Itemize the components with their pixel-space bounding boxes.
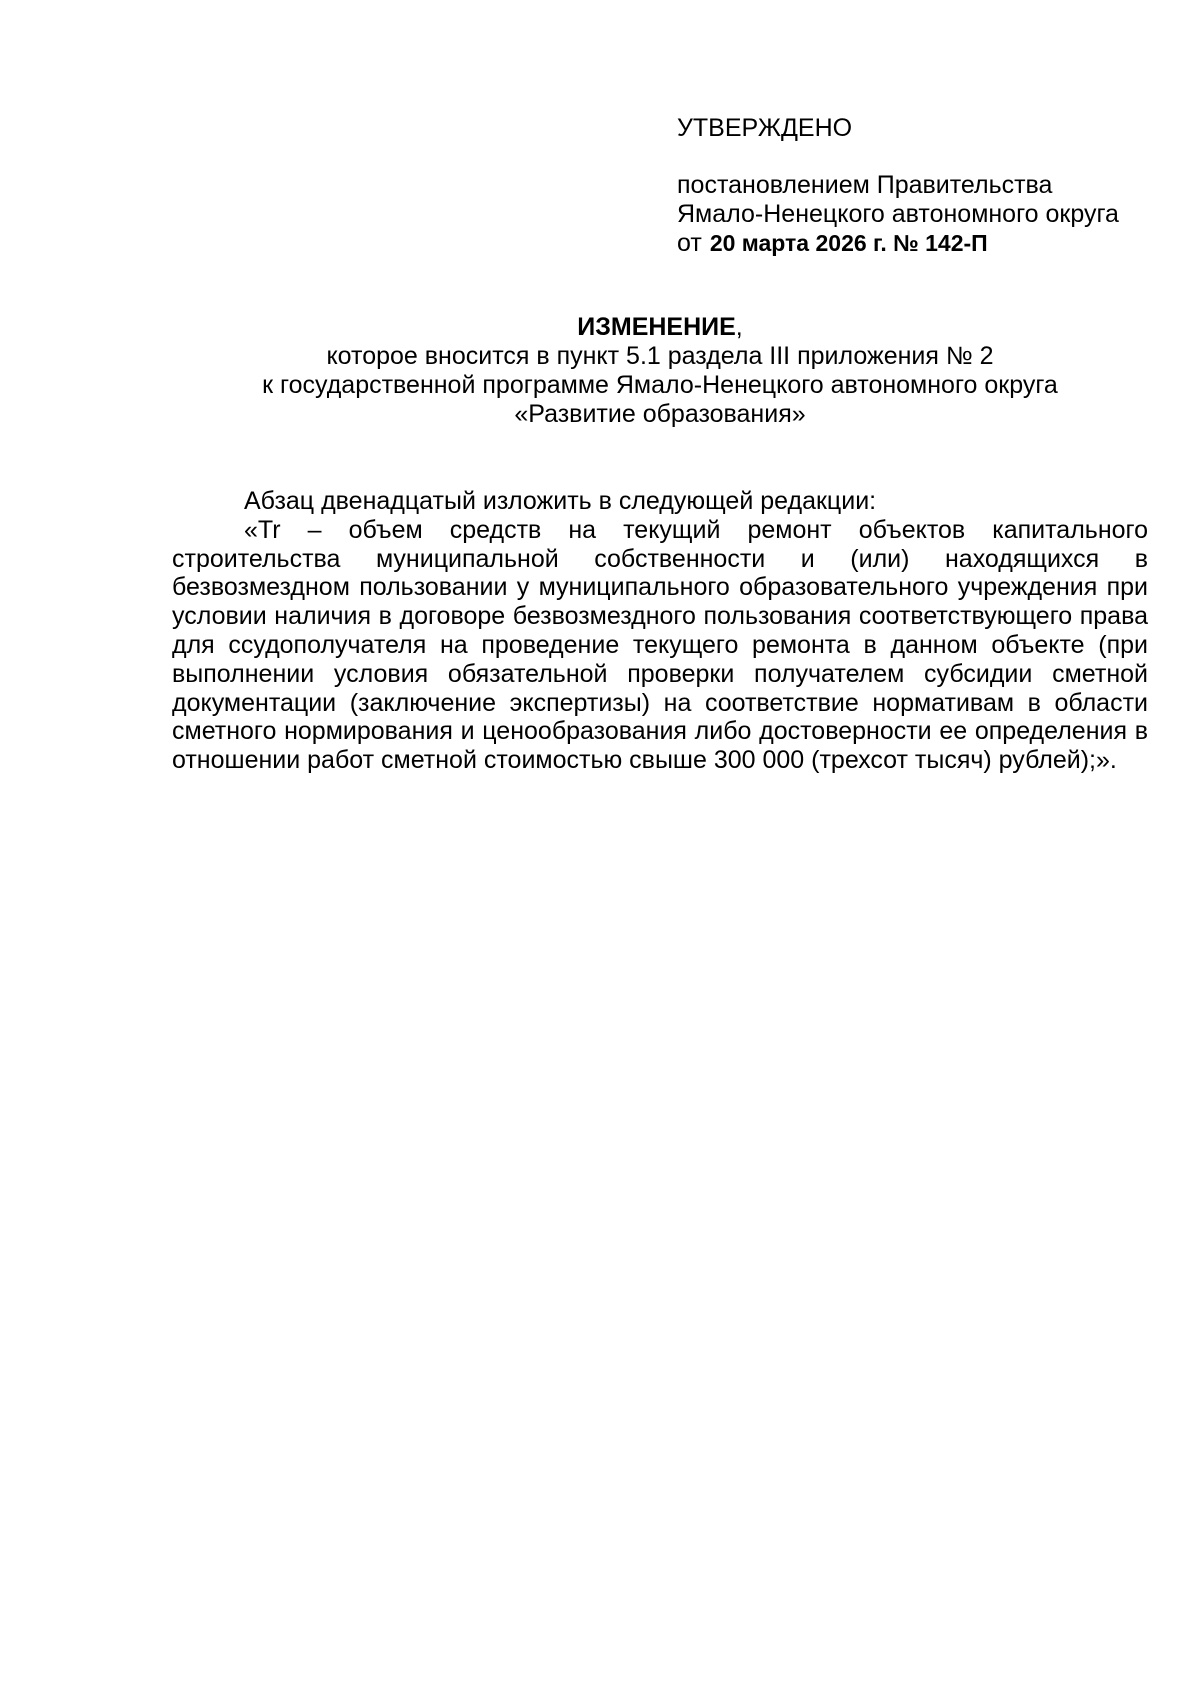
approval-date: 20 марта 2026 г. № 142-П xyxy=(709,230,988,256)
approval-line-1: постановлением Правительства xyxy=(677,171,1053,199)
heading-line-3: «Развитие образования» xyxy=(514,400,806,428)
heading-title-line xyxy=(172,313,1148,342)
heading-line-1: которое вносится в пункт 5.1 раздела III приложения № 2 xyxy=(326,342,994,370)
heading-title-suffix: , xyxy=(735,313,743,341)
approval-date-line xyxy=(677,229,1177,258)
approval-title: УТВЕРЖДЕНО xyxy=(677,114,853,142)
heading-line-2: к государственной программе Ямало-Ненецкого автономного округа xyxy=(262,371,1058,399)
approval-line-2: Ямало-Ненецкого автономного округа xyxy=(677,200,1119,228)
heading-title: ИЗМЕНЕНИЕ xyxy=(577,313,736,341)
approval-block xyxy=(677,114,1177,258)
document-body xyxy=(172,487,1148,775)
approval-date-prefix: от xyxy=(677,229,702,257)
body-paragraph-2: «Tr – объем средств на текущий ремонт объектов капитального строительства муниципальной собственности и (или) находящихся в безвозмездном пользовании у муниципального образовательного учреждения при условии наличия в договоре безвозмездного пользования соответствующего права для ссудополучателя на проведение текущего ремонта в данном объекте (при выполнении условия обязательной проверки получателем субсидии сметной документации (заключение экспертизы) на соответствие нормативам в области сметного нормирования и ценообразования либо достоверности ее определения в отношении работ сметной стоимостью свыше 300 000 (трехсот тысяч) рублей);». xyxy=(172,515,1148,775)
document-heading xyxy=(172,313,1148,429)
body-paragraph-1: Абзац двенадцатый изложить в следующей редакции: xyxy=(244,487,877,515)
